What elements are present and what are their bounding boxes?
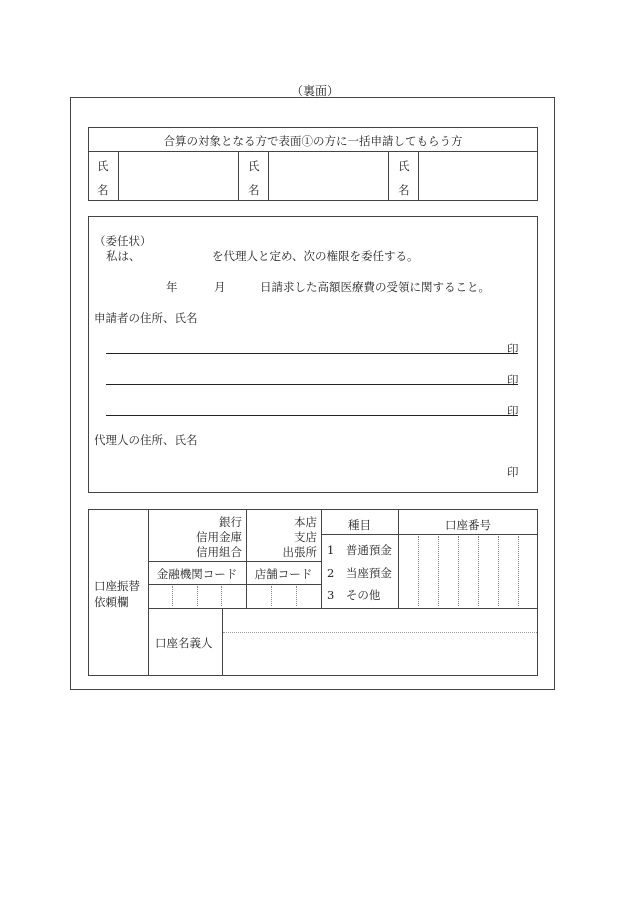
year-label: 年: [166, 280, 178, 294]
joint-name-field-3[interactable]: [419, 152, 537, 200]
applicant-line-2[interactable]: [106, 367, 506, 383]
kind-option-3[interactable]: 3 その他: [327, 588, 381, 602]
bank-type-1: 銀行: [219, 515, 242, 529]
month-field[interactable]: [180, 277, 212, 293]
proxy-line2-end: 日請求した高額医療費の受領に関すること。: [260, 280, 490, 294]
branch-type-2: 支店: [294, 530, 317, 544]
branch-type-1: 本店: [294, 515, 317, 529]
kind-header: 種目: [348, 518, 371, 532]
transfer-label-1: 口座振替: [94, 579, 140, 593]
transfer-label-2: 依頼欄: [94, 595, 129, 609]
account-holder-label: 口座名義人: [155, 636, 213, 650]
agent-name-field[interactable]: [140, 246, 210, 262]
account-holder-kana-field[interactable]: [224, 610, 536, 630]
applicant-line-3[interactable]: [106, 398, 506, 414]
bank-code-field[interactable]: [150, 586, 244, 606]
applicant-line-1[interactable]: [106, 336, 506, 352]
kind-option-2[interactable]: 2 当座預金: [327, 566, 392, 580]
proxy-line1-start: 私は、: [106, 249, 141, 263]
month-label: 月: [214, 280, 226, 294]
joint-name-field-2[interactable]: [269, 152, 387, 200]
branch-code-field[interactable]: [248, 586, 319, 606]
bank-code-label: 金融機関コード: [156, 567, 238, 581]
proxy-title: （委任状）: [94, 234, 152, 248]
applicant-address-label: 申請者の住所、氏名: [94, 311, 198, 325]
name-label-3-bottom: 名: [398, 183, 410, 197]
bank-type-3: 信用組合: [196, 545, 242, 559]
seal-mark-1: 印: [507, 342, 519, 356]
seal-mark-4: 印: [507, 465, 519, 479]
name-label-3-top: 氏: [398, 159, 410, 173]
branch-type-3: 出張所: [282, 545, 317, 559]
name-label-2-top: 氏: [248, 159, 260, 173]
agent-address-label: 代理人の住所、氏名: [94, 433, 198, 447]
year-field[interactable]: [122, 277, 164, 293]
bank-type-2: 信用金庫: [196, 530, 242, 544]
name-label-1-bottom: 名: [97, 183, 109, 197]
joint-applicants-header: 合算の対象となる方で表面①の方に一括申請してもらう方: [163, 134, 463, 148]
seal-mark-2: 印: [507, 373, 519, 387]
branch-name-field[interactable]: [248, 511, 278, 559]
account-number-header: 口座番号: [445, 518, 491, 532]
joint-name-field-1[interactable]: [119, 152, 237, 200]
account-number-field[interactable]: [400, 536, 536, 606]
agent-address-field[interactable]: [106, 452, 506, 482]
bank-name-field[interactable]: [150, 511, 202, 559]
name-label-2-bottom: 名: [248, 183, 260, 197]
proxy-line1-end: を代理人と定め、次の権限を委任する。: [212, 249, 419, 263]
account-holder-name-field[interactable]: [224, 634, 536, 674]
branch-code-label: 店舗コード: [254, 567, 313, 581]
day-field[interactable]: [228, 277, 258, 293]
kind-option-1[interactable]: 1 普通預金: [327, 543, 392, 557]
page-title: （裏面）: [290, 84, 339, 98]
name-label-1-top: 氏: [97, 159, 109, 173]
seal-mark-3: 印: [507, 404, 519, 418]
